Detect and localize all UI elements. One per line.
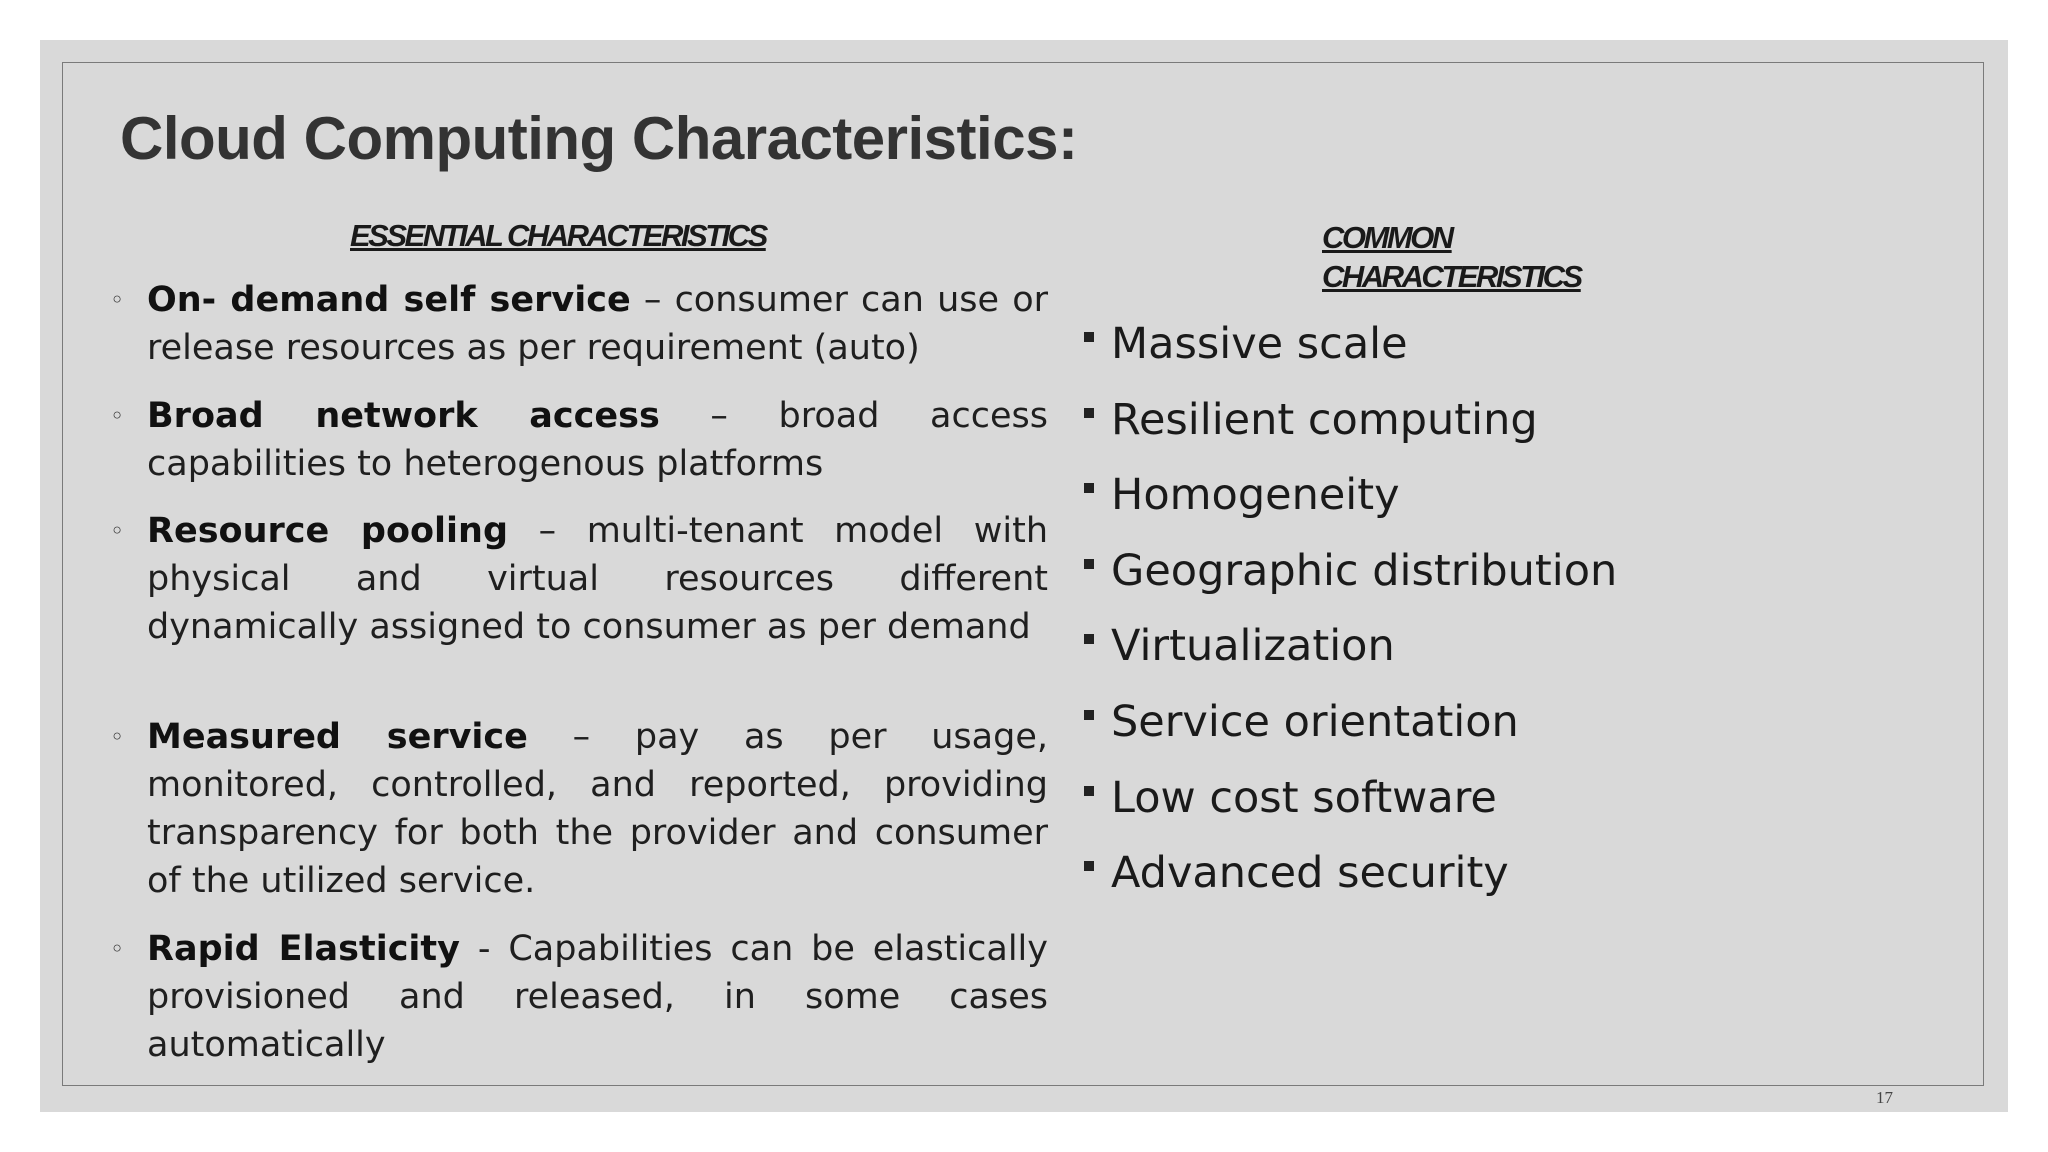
square-bullet-icon: [1084, 483, 1094, 493]
list-item-label: Resilient computing: [1111, 394, 1538, 445]
page-number: 17: [1876, 1088, 1893, 1107]
square-bullet-icon: [1084, 861, 1094, 871]
square-bullet-icon: [1084, 634, 1094, 644]
list-item: [1082, 845, 1617, 921]
list-item: [1082, 316, 1617, 392]
list-item-label: Service orientation: [1111, 696, 1519, 747]
list-item-label: Massive scale: [1111, 319, 1408, 369]
item-description: – pay as per usage, monitored, controlled, and reported, providing transparency for both the provider and consumer of the utilized service.: [147, 717, 1048, 901]
item-term: Broad network access: [147, 396, 660, 436]
list-item: [1082, 694, 1617, 770]
essential-item: [110, 507, 1048, 651]
bullet-icon: ◦: [110, 517, 125, 545]
bullet-icon: ◦: [110, 723, 125, 751]
list-item: [1082, 392, 1617, 468]
list-item-label: Low cost software: [1111, 772, 1497, 823]
list-item-label: Homogeneity: [1111, 470, 1400, 521]
slide-title: Cloud Computing Characteristics:: [120, 105, 1078, 172]
list-item-label: Virtualization: [1111, 621, 1395, 672]
bullet-icon: ◦: [110, 402, 125, 430]
essential-characteristics-heading: ESSENTIAL CHARACTERISTICS: [350, 218, 766, 253]
list-item: [1082, 467, 1617, 543]
square-bullet-icon: [1084, 559, 1094, 569]
item-description: – multi-tenant model with physical and virtual resources different dynamically assigned to consumer as per demand: [147, 511, 1048, 647]
list-item: [1082, 543, 1617, 619]
square-bullet-icon: [1084, 710, 1094, 720]
essential-item: [110, 925, 1048, 1069]
square-bullet-icon: [1084, 332, 1094, 342]
list-item-label: Geographic distribution: [1111, 545, 1618, 596]
essential-item: [110, 392, 1048, 488]
item-term: Rapid Elasticity: [147, 929, 460, 969]
slide: [40, 40, 2008, 1112]
essential-item: [110, 713, 1048, 905]
item-term: On- demand self service: [147, 280, 631, 320]
item-description: – consumer can use or release resources as per requirement (auto): [147, 280, 1049, 368]
square-bullet-icon: [1084, 786, 1094, 796]
square-bullet-icon: [1084, 408, 1094, 418]
list-item: [1082, 618, 1617, 694]
list-item: [1082, 770, 1617, 846]
bullet-icon: ◦: [110, 935, 125, 963]
item-description: - Capabilities can be elastically provisioned and released, in some cases automatically: [147, 929, 1048, 1065]
common-characteristics-heading: COMMON CHARACTERISTICS: [1322, 220, 1581, 294]
item-description: – broad access capabilities to heterogenous platforms: [147, 396, 1048, 484]
essential-item: [110, 276, 1048, 372]
item-term: Measured service: [147, 717, 528, 757]
bullet-icon: ◦: [110, 286, 125, 314]
common-characteristics-list: [1082, 316, 1617, 921]
item-term: Resource pooling: [147, 511, 508, 551]
list-item-label: Advanced security: [1111, 848, 1509, 899]
